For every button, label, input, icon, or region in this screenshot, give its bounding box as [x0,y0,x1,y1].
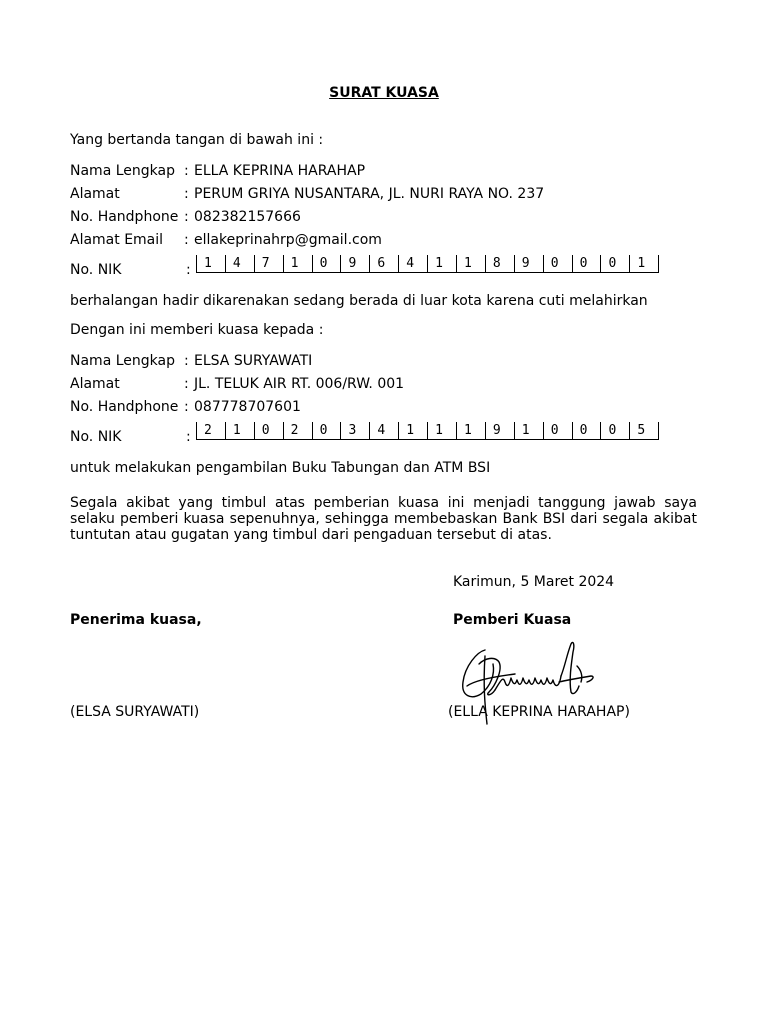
colon: : [186,429,191,445]
document-title: SURAT KUASA [329,85,439,101]
colon: : [184,186,189,202]
colon: : [184,353,189,369]
grantee-name-row [70,352,312,372]
giver-label: Pemberi Kuasa [453,612,572,628]
nik-digit-box: 0 [312,422,341,440]
grantor-address-row [70,185,544,205]
nik-digit-box: 0 [543,255,572,273]
nik-digit-box: 0 [572,422,601,440]
nik-digit-box: 0 [600,422,629,440]
nik-digit-box: 9 [485,422,514,440]
intro-text: Yang bertanda tangan di bawah ini : [70,132,324,148]
nik-digit-box: 4 [225,255,254,273]
grantee-phone-value: 087778707601 [194,399,301,415]
nik-digit-box: 1 [398,422,427,440]
nik-digit-box: 9 [340,255,369,273]
nik-digit-box: 2 [283,422,312,440]
grantee-phone-row [70,398,301,418]
place-date: Karimun, 5 Maret 2024 [453,574,615,590]
grantor-phone-label: No. Handphone [70,209,179,225]
liability-paragraph: Segala akibat yang timbul atas pemberian kuasa ini menjadi tanggung jawab saya selaku pemberi kuasa sepenuhnya, sehingga membebaskan Bank BSI dari segala akibat tuntutan atau gugatan yang timbul dari pengaduan tersebut di atas. [70,495,697,543]
nik-digit-box: 4 [369,422,398,440]
grantor-email-label: Alamat Email [70,232,164,248]
grantor-nik-label: No. NIK [70,262,122,278]
grantor-phone-value: 082382157666 [194,209,301,225]
nik-digit-box: 2 [196,422,225,440]
nik-digit-box: 0 [254,422,283,440]
nik-digit-box: 1 [456,422,485,440]
purpose-text: untuk melakukan pengambilan Buku Tabungan dan ATM BSI [70,460,491,476]
nik-digit-box: 9 [514,255,543,273]
grantee-address-row [70,375,404,395]
nik-digit-box: 5 [629,422,658,440]
grantee-nik-label: No. NIK [70,429,122,445]
receiver-label: Penerima kuasa, [70,612,202,628]
grantor-name-label: Nama Lengkap [70,163,175,179]
colon: : [184,399,189,415]
grantee-nik-boxes [196,422,660,440]
colon: : [186,262,191,278]
grantee-phone-label: No. Handphone [70,399,179,415]
grantor-name-row [70,162,365,182]
nik-digit-box: 1 [456,255,485,273]
grantee-address-label: Alamat [70,376,120,392]
nik-digit-box: 1 [427,422,456,440]
nik-digit-box: 4 [398,255,427,273]
nik-digit-box: 1 [427,255,456,273]
nik-digit-box: 1 [629,255,658,273]
grantee-name-label: Nama Lengkap [70,353,175,369]
colon: : [184,209,189,225]
grantor-email-row [70,231,382,251]
grantor-name-value: ELLA KEPRINA HARAHAP [194,163,366,179]
nik-digit-box: 0 [572,255,601,273]
receiver-name: (ELSA SURYAWATI) [70,704,200,720]
grantee-address-value: JL. TELUK AIR RT. 006/RW. 001 [194,376,405,392]
grant-intro-text: Dengan ini memberi kuasa kepada : [70,322,324,338]
nik-box-end-line [658,255,660,273]
colon: : [184,232,189,248]
nik-digit-box: 1 [283,255,312,273]
nik-digit-box: 1 [196,255,225,273]
nik-digit-box: 0 [312,255,341,273]
grantee-name-value: ELSA SURYAWATI [194,353,313,369]
nik-digit-box: 7 [254,255,283,273]
grantor-nik-boxes [196,255,660,273]
colon: : [184,376,189,392]
grantor-address-value: PERUM GRIYA NUSANTARA, JL. NURI RAYA NO. 237 [194,186,545,202]
nik-digit-box: 6 [369,255,398,273]
nik-digit-box: 0 [600,255,629,273]
nik-digit-box: 0 [543,422,572,440]
reason-text: berhalangan hadir dikarenakan sedang berada di luar kota karena cuti melahirkan [70,293,648,309]
grantor-address-label: Alamat [70,186,120,202]
grantor-phone-row [70,208,301,228]
nik-digit-box: 1 [514,422,543,440]
nik-digit-box: 1 [225,422,254,440]
nik-box-end-line [658,422,660,440]
giver-name: (ELLA KEPRINA HARAHAP) [448,704,630,720]
colon: : [184,163,189,179]
nik-digit-box: 3 [340,422,369,440]
grantor-email-value: ellakeprinahrp@gmail.com [194,232,382,248]
nik-digit-box: 8 [485,255,514,273]
